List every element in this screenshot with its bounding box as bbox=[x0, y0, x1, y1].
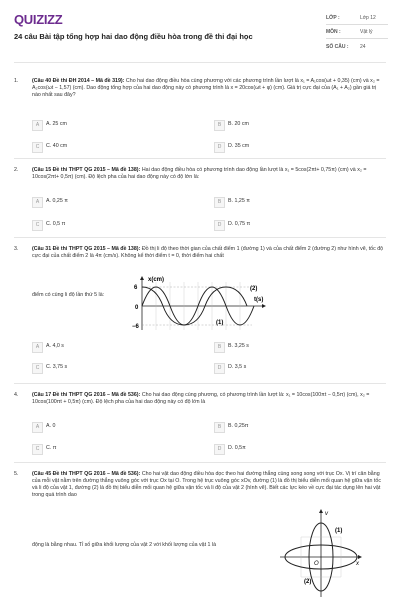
option-c[interactable]: C C. 0,5 π bbox=[32, 220, 210, 230]
question-text: (Câu 40 Đề thi ĐH 2014 – Mã đề 319): Cho hai dao động điều hòa cùng phương với các phương trình lần lượt là x₁ = A₁cos(ωt + 0,35) (cm) và x₂ = A₂cos(ωt − 1,57) (cm). Dao động tổng hợp của hai dao động này có phương trình là x = 20cos(ωt + φ) (cm). Giá trị cực đại của (A₁ + A₂) gần giá trị nào nhất sau đây? bbox=[32, 78, 380, 98]
v-axis-label: v bbox=[325, 511, 328, 517]
option-a[interactable]: A A. 0 bbox=[32, 422, 210, 432]
meta-count: SỐ CÂU : 24 bbox=[326, 44, 366, 50]
option-d[interactable]: D D. 0,75 π bbox=[214, 220, 392, 230]
option-a[interactable]: A A. 25 cm bbox=[32, 120, 210, 130]
option-c[interactable]: C C. π bbox=[32, 444, 210, 454]
option-a[interactable]: A A. 0,25 π bbox=[32, 197, 210, 207]
tick-0: 0 bbox=[135, 305, 139, 311]
y-axis-label: x(cm) bbox=[148, 277, 165, 283]
option-c[interactable]: C C. 40 cm bbox=[32, 142, 210, 152]
curve-1-label: (1) bbox=[335, 528, 343, 534]
question-text: (Câu 45 Đề thi THPT QG 2016 – Mã đề 536): Cho hai vật dao động điều hòa dọc theo hai đường thẳng cùng song song với trục Ox. Vị trí cân bằng của mỗi vật nằm trên đường thẳng vuông góc với trục Ox tại O. Trong hệ trục vuông góc xOv, đường (1) là đồ thị biểu diễn mối quan hệ giữa vận tốc và li độ của vật 1, đường (2) là đồ thị biểu diễn mối quan hệ giữa vận tốc và li độ của vật 2 (hình vẽ). Biết các lực kéo về cực đại tác dụng lên hai vật trong quá trình dao bbox=[32, 471, 381, 498]
tick-minus-6: −6 bbox=[132, 324, 139, 330]
t-axis-label: t(s) bbox=[254, 297, 264, 303]
option-b[interactable]: B B. 3,25 s bbox=[214, 342, 392, 352]
page-header bbox=[0, 0, 400, 64]
meta-subject: MÔN : Vật lý bbox=[326, 29, 373, 35]
quizizz-logo: QUIZIZZ bbox=[14, 12, 63, 27]
question-text-cont: điểm có cùng li độ lần thứ 5 là: bbox=[32, 292, 105, 298]
origin-label: O bbox=[314, 561, 319, 567]
question-text: (Câu 15 Đề thi THPT QG 2015 – Mã đề 138): Hai dao động điều hòa có phương trình dao động lần lượt là x₁ = 5cos(2πt+ 0,75π) (cm) và x₂ = 10cos(2πt+ 0,5π) (cm). Độ lệch pha của hai dao động này có độ lớn là: bbox=[32, 167, 367, 180]
option-b[interactable]: B B. 0,25π bbox=[214, 422, 392, 432]
option-d[interactable]: D D. 35 cm bbox=[214, 142, 392, 152]
question-text: (Câu 17 Đề thi THPT QG 2016 – Mã đề 536): Cho hai dao động cùng phương, có phương trình lần lượt là: x₁ = 10cos(100πt − 0,5π) (cm), x₂ = 10cos(100πt + 0,5π) (cm). Độ lệch pha của hai dao động này có độ lớn là bbox=[32, 392, 370, 405]
x-axis-label: x bbox=[356, 561, 359, 567]
question-3: 3. (Câu 31 Đề thi THPT QG 2015 – Mã đề 138): Đồ thị li độ theo thời gian của chất điểm 1 (đường 1) và của chất điểm 2 (đường 2) như hình vẽ, tốc độ cực đại của chất điểm 2 là 4π (cm/s). Không kể thời điểm t = 0, thời điểm hai chất điểm có cùng li độ lần thứ 5 là: x(cm) 6 0 −6 t(s) (2) (1) A A. 4,0 s B B. 3,25 s C C. 3,75 s D D. 3,5 s bbox=[14, 246, 386, 381]
question-2: 2. (Câu 15 Đề thi THPT QG 2015 – Mã đề 138): Hai dao động điều hòa có phương trình dao động lần lượt là x₁ = 5cos(2πt+ 0,75π) (cm) và x₂ = 10cos(2πt+ 0,5π) (cm). Độ lệch pha của hai dao động này có độ lớn là: A A. 0,25 π B B. 1,25 π C C. 0,5 π D D. 0,75 π bbox=[14, 167, 386, 237]
option-b[interactable]: B B. 1,25 π bbox=[214, 197, 392, 207]
tick-6: 6 bbox=[134, 285, 138, 291]
option-b[interactable]: B B. 20 cm bbox=[214, 120, 392, 130]
velocity-position-graph bbox=[278, 507, 364, 599]
option-c[interactable]: C C. 3,75 s bbox=[32, 363, 210, 373]
displacement-time-graph bbox=[132, 274, 282, 334]
option-d[interactable]: D D. 3,5 s bbox=[214, 363, 392, 373]
question-4: 4. (Câu 17 Đề thi THPT QG 2016 – Mã đề 536): Cho hai dao động cùng phương, có phương trình lần lượt là: x₁ = 10cos(100πt − 0,5π) (cm), x₂ = 10cos(100πt + 0,5π) (cm). Độ lệch pha của hai dao động này có độ lớn là A A. 0 B B. 0,25π C C. π D D. 0,5π bbox=[14, 392, 386, 462]
question-text: (Câu 31 Đề thi THPT QG 2015 – Mã đề 138): Đồ thị li độ theo thời gian của chất điểm 1 (đường 1) và của chất điểm 2 (đường 2) như hình vẽ, tốc độ cực đại của chất điểm 2 là 4π (cm/s). Không kể thời điểm t = 0, thời điểm hai chất bbox=[32, 246, 384, 259]
question-5: 5. (Câu 45 Đề thi THPT QG 2016 – Mã đề 536): Cho hai vật dao động điều hòa dọc theo hai đường thẳng cùng song song với trục Ox. Vị trí cân bằng của mỗi vật nằm trên đường thẳng vuông góc với trục Ox tại O. Trong hệ trục vuông góc xOv, đường (1) là đồ thị biểu diễn mối quan hệ giữa vận tốc và li độ của vật 1, đường (2) là đồ thị biểu diễn mối quan hệ giữa vận tốc và li độ của vật 2 (hình vẽ). Biết các lực kéo về cực đại tác dụng lên hai vật trong quá trình dao động là bằng nhau. Tỉ số giữa khối lượng của vật 2 với khối lượng của vật 1 là v x O (1) (2) bbox=[14, 471, 386, 600]
curve-1-label: (1) bbox=[216, 320, 224, 326]
meta-class: LỚP : Lớp 12 bbox=[326, 15, 376, 21]
curve-2-label: (2) bbox=[250, 286, 258, 292]
option-d[interactable]: D D. 0,5π bbox=[214, 444, 392, 454]
curve-2-label: (2) bbox=[304, 579, 312, 585]
question-text-cont: động là bằng nhau. Tỉ số giữa khối lượng của vật 2 với khối lượng của vật 1 là bbox=[32, 542, 217, 548]
page-title: 24 câu Bài tập tổng hợp hai dao động điều hòa trong đề thi đại học bbox=[14, 32, 253, 41]
question-1: 1. (Câu 40 Đề thi ĐH 2014 – Mã đề 319): Cho hai dao động điều hòa cùng phương với các phương trình lần lượt là x₁ = A₁cos(ωt + 0,35) (cm) và x₂ = A₂cos(ωt − 1,57) (cm). Dao động tổng hợp của hai dao động này có phương trình là x = 20cos(ωt + φ) (cm). Giá trị cực đại của (A₁ + A₂) gần giá trị nào nhất sau đây? A A. 25 cm B B. 20 cm C C. 40 cm D D. 35 cm bbox=[14, 78, 386, 160]
option-a[interactable]: A A. 4,0 s bbox=[32, 342, 210, 352]
